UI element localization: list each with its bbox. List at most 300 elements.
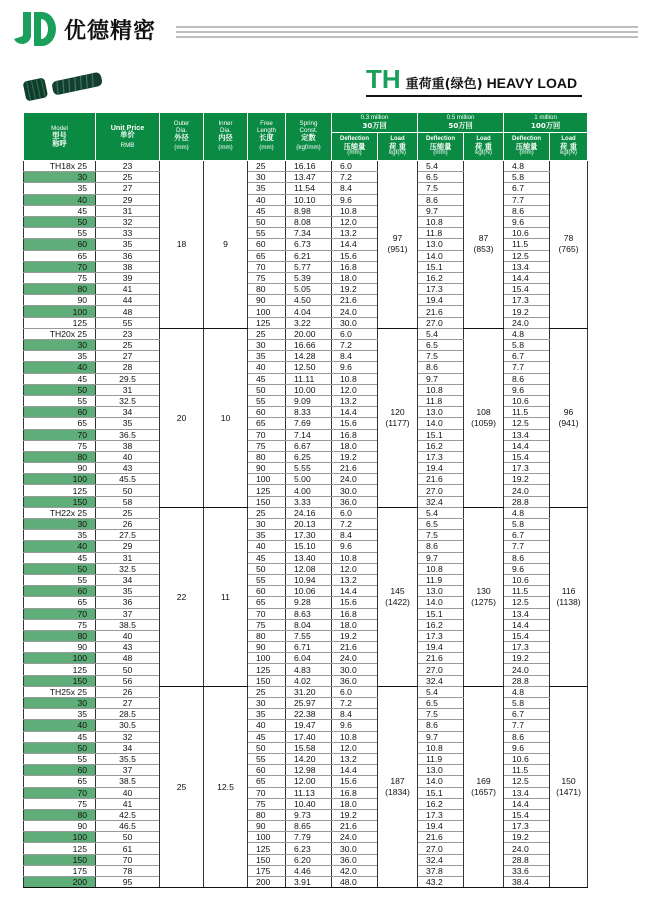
model-cell: 35 xyxy=(24,183,96,194)
deflection-cell: 7.5 xyxy=(418,709,464,720)
deflection-cell: 19.2 xyxy=(504,653,550,664)
load-kgf: 187 xyxy=(390,776,405,786)
deflection-cell: 17.3 xyxy=(504,463,550,474)
deflection-cell: 21.6 xyxy=(332,821,378,832)
deflection-cell: 10.6 xyxy=(504,574,550,585)
deflection-cell: 9.6 xyxy=(332,362,378,373)
col-outer-dia: Outer Dia. 外径 (mm) xyxy=(160,113,204,161)
table-row xyxy=(24,451,588,462)
free-length-cell: 70 xyxy=(248,608,286,619)
load-kgf: 78 xyxy=(563,233,574,244)
table-row xyxy=(24,340,588,351)
deflection-cell: 15.4 xyxy=(504,630,550,641)
model-cell: 70 xyxy=(24,608,96,619)
free-length-cell: 90 xyxy=(248,821,286,832)
deflection-cell: 19.2 xyxy=(504,474,550,485)
table-row xyxy=(24,362,588,373)
free-length-cell: 30 xyxy=(248,519,286,530)
unit-price-cell: 35 xyxy=(96,586,160,597)
model-cell: 70 xyxy=(24,787,96,798)
free-length-cell: 45 xyxy=(248,552,286,563)
load-newton: (1657) xyxy=(471,787,496,797)
deflection-cell: 5.4 xyxy=(418,161,464,172)
model-cell: 100 xyxy=(24,474,96,485)
model-cell: 30 xyxy=(24,519,96,530)
spring-const-cell: 4.04 xyxy=(286,306,332,317)
unit-price-cell: 23 xyxy=(96,161,160,172)
deflection-cell: 32.4 xyxy=(418,496,464,507)
header-rules xyxy=(176,26,638,40)
deflection-cell: 10.8 xyxy=(418,216,464,227)
load-cell xyxy=(550,686,588,887)
deflection-cell: 11.5 xyxy=(504,586,550,597)
spring-const-cell: 6.23 xyxy=(286,843,332,854)
spring-const-cell: 8.65 xyxy=(286,821,332,832)
spring-const-cell: 7.79 xyxy=(286,832,332,843)
model-cell: TH22x 25 xyxy=(24,507,96,518)
table-row xyxy=(24,720,588,731)
deflection-cell: 33.6 xyxy=(504,865,550,876)
free-length-cell: 100 xyxy=(248,832,286,843)
table-row xyxy=(24,854,588,865)
deflection-cell: 6.0 xyxy=(332,686,378,697)
col-deflection: Deflection 压缩量 (mm) xyxy=(504,133,550,161)
deflection-cell: 9.7 xyxy=(418,731,464,742)
deflection-cell: 9.6 xyxy=(504,563,550,574)
deflection-cell: 6.5 xyxy=(418,340,464,351)
deflection-cell: 14.0 xyxy=(418,250,464,261)
spring-const-cell: 6.73 xyxy=(286,239,332,250)
free-length-cell: 100 xyxy=(248,653,286,664)
unit-price-cell: 48 xyxy=(96,653,160,664)
deflection-cell: 16.8 xyxy=(332,261,378,272)
spring-const-cell: 6.25 xyxy=(286,451,332,462)
col-load: Load 荷 重 kgf(N) xyxy=(378,133,418,161)
free-length-cell: 60 xyxy=(248,239,286,250)
table-row xyxy=(24,809,588,820)
table-row xyxy=(24,194,588,205)
spring-const-cell: 8.98 xyxy=(286,205,332,216)
free-length-cell: 50 xyxy=(248,742,286,753)
deflection-cell: 15.4 xyxy=(504,451,550,462)
deflection-cell: 24.0 xyxy=(504,317,550,328)
deflection-cell: 9.6 xyxy=(332,194,378,205)
unit-price-cell: 29 xyxy=(96,541,160,552)
deflection-cell: 11.8 xyxy=(418,228,464,239)
title-cn: 重荷重(绿色) xyxy=(405,77,483,92)
load-cell xyxy=(550,507,588,686)
free-length-cell: 150 xyxy=(248,854,286,865)
deflection-cell: 11.8 xyxy=(418,395,464,406)
deflection-cell: 6.0 xyxy=(332,161,378,172)
table-row xyxy=(24,586,588,597)
model-cell: 30 xyxy=(24,172,96,183)
unit-price-cell: 31 xyxy=(96,205,160,216)
spring-const-cell: 6.04 xyxy=(286,653,332,664)
table-row xyxy=(24,530,588,541)
col-load: Load 荷 重 kgf(N) xyxy=(550,133,588,161)
free-length-cell: 125 xyxy=(248,485,286,496)
deflection-cell: 48.0 xyxy=(332,877,378,888)
spring-const-cell: 19.47 xyxy=(286,720,332,731)
deflection-cell: 21.6 xyxy=(418,474,464,485)
deflection-cell: 8.4 xyxy=(332,530,378,541)
free-length-cell: 30 xyxy=(248,340,286,351)
spring-const-cell: 5.39 xyxy=(286,272,332,283)
table-row xyxy=(24,865,588,876)
unit-price-cell: 38.5 xyxy=(96,619,160,630)
deflection-cell: 14.0 xyxy=(418,776,464,787)
unit-price-cell: 29.5 xyxy=(96,373,160,384)
deflection-cell: 13.2 xyxy=(332,753,378,764)
free-length-cell: 35 xyxy=(248,530,286,541)
deflection-cell: 15.1 xyxy=(418,429,464,440)
unit-price-cell: 41 xyxy=(96,798,160,809)
load-cell xyxy=(464,161,504,329)
free-length-cell: 70 xyxy=(248,429,286,440)
table-row xyxy=(24,832,588,843)
table-row xyxy=(24,664,588,675)
deflection-cell: 11.9 xyxy=(418,753,464,764)
unit-price-cell: 28.5 xyxy=(96,709,160,720)
model-cell: 70 xyxy=(24,261,96,272)
free-length-cell: 80 xyxy=(248,284,286,295)
jd-logo-icon xyxy=(14,12,56,46)
deflection-cell: 6.7 xyxy=(504,530,550,541)
table-row xyxy=(24,574,588,585)
load-kgf: 120 xyxy=(390,406,405,417)
model-cell: 90 xyxy=(24,821,96,832)
deflection-cell: 36.0 xyxy=(332,496,378,507)
deflection-cell: 14.4 xyxy=(504,272,550,283)
deflection-cell: 13.2 xyxy=(332,395,378,406)
deflection-cell: 27.0 xyxy=(418,843,464,854)
deflection-cell: 12.5 xyxy=(504,597,550,608)
deflection-cell: 12.5 xyxy=(504,776,550,787)
model-cell: 90 xyxy=(24,463,96,474)
free-length-cell: 90 xyxy=(248,463,286,474)
table-row xyxy=(24,731,588,742)
unit-price-cell: 26 xyxy=(96,519,160,530)
spring-const-cell: 12.98 xyxy=(286,765,332,776)
deflection-cell: 30.0 xyxy=(332,664,378,675)
unit-price-cell: 40 xyxy=(96,451,160,462)
col-group-03m: 0.3 million 30万回 xyxy=(332,113,418,133)
unit-price-cell: 37 xyxy=(96,608,160,619)
unit-price-cell: 38.5 xyxy=(96,776,160,787)
load-newton: (765) xyxy=(558,244,579,255)
table-row xyxy=(24,395,588,406)
deflection-cell: 27.0 xyxy=(418,317,464,328)
spring-const-cell: 13.40 xyxy=(286,552,332,563)
spring-const-cell: 11.13 xyxy=(286,787,332,798)
unit-price-cell: 23 xyxy=(96,328,160,339)
deflection-cell: 7.2 xyxy=(332,698,378,709)
unit-price-cell: 50 xyxy=(96,664,160,675)
unit-price-cell: 40 xyxy=(96,787,160,798)
spring-const-cell: 7.34 xyxy=(286,228,332,239)
unit-price-cell: 27 xyxy=(96,698,160,709)
deflection-cell: 13.0 xyxy=(418,765,464,776)
model-cell: 60 xyxy=(24,407,96,418)
spring-const-cell: 3.33 xyxy=(286,496,332,507)
model-cell: 80 xyxy=(24,630,96,641)
load-cell xyxy=(378,507,418,686)
spring-const-cell: 4.46 xyxy=(286,865,332,876)
table-row xyxy=(24,306,588,317)
deflection-cell: 30.0 xyxy=(332,317,378,328)
free-length-cell: 150 xyxy=(248,675,286,686)
free-length-cell: 125 xyxy=(248,317,286,328)
model-cell: 55 xyxy=(24,228,96,239)
col-deflection: Deflection 压缩量 (mm) xyxy=(418,133,464,161)
deflection-cell: 7.5 xyxy=(418,351,464,362)
deflection-cell: 16.2 xyxy=(418,440,464,451)
unit-price-cell: 36 xyxy=(96,250,160,261)
free-length-cell: 75 xyxy=(248,440,286,451)
deflection-cell: 8.6 xyxy=(418,194,464,205)
model-cell: 90 xyxy=(24,295,96,306)
deflection-cell: 7.7 xyxy=(504,194,550,205)
table-row xyxy=(24,463,588,474)
deflection-cell: 10.6 xyxy=(504,228,550,239)
deflection-cell: 14.0 xyxy=(418,597,464,608)
title-en: HEAVY LOAD xyxy=(486,75,578,91)
deflection-cell: 15.1 xyxy=(418,608,464,619)
free-length-cell: 55 xyxy=(248,228,286,239)
model-cell: 65 xyxy=(24,250,96,261)
table-row xyxy=(24,507,588,518)
deflection-cell: 8.4 xyxy=(332,183,378,194)
deflection-cell: 8.6 xyxy=(504,731,550,742)
model-cell: 80 xyxy=(24,809,96,820)
deflection-cell: 4.8 xyxy=(504,507,550,518)
deflection-cell: 19.2 xyxy=(332,284,378,295)
col-spring-const: Spring Const. 定数 (kgf/mm) xyxy=(286,113,332,161)
deflection-cell: 15.4 xyxy=(504,809,550,820)
spec-table xyxy=(23,112,588,888)
load-kgf: 130 xyxy=(476,585,491,596)
col-group-05m: 0.5 million 50万回 xyxy=(418,113,504,133)
load-cell xyxy=(550,328,588,507)
deflection-cell: 6.5 xyxy=(418,698,464,709)
model-cell: 125 xyxy=(24,843,96,854)
table-row xyxy=(24,407,588,418)
deflection-cell: 36.0 xyxy=(332,675,378,686)
model-cell: 150 xyxy=(24,675,96,686)
deflection-cell: 24.0 xyxy=(504,664,550,675)
load-newton: (1177) xyxy=(385,417,410,428)
unit-price-cell: 32.5 xyxy=(96,395,160,406)
deflection-cell: 17.3 xyxy=(418,630,464,641)
free-length-cell: 40 xyxy=(248,720,286,731)
table-row xyxy=(24,552,588,563)
spring-const-cell: 10.94 xyxy=(286,574,332,585)
table-row xyxy=(24,619,588,630)
deflection-cell: 5.8 xyxy=(504,698,550,709)
table-row xyxy=(24,843,588,854)
free-length-cell: 60 xyxy=(248,765,286,776)
unit-price-cell: 44 xyxy=(96,295,160,306)
spring-const-cell: 31.20 xyxy=(286,686,332,697)
deflection-cell: 16.8 xyxy=(332,429,378,440)
spring-const-cell: 15.10 xyxy=(286,541,332,552)
load-cell xyxy=(378,686,418,887)
deflection-cell: 11.9 xyxy=(418,574,464,585)
free-length-cell: 100 xyxy=(248,306,286,317)
spring-const-cell: 15.58 xyxy=(286,742,332,753)
spring-const-cell: 3.91 xyxy=(286,877,332,888)
spring-const-cell: 11.54 xyxy=(286,183,332,194)
free-length-cell: 55 xyxy=(248,574,286,585)
deflection-cell: 8.4 xyxy=(332,709,378,720)
unit-price-cell: 41 xyxy=(96,284,160,295)
col-load: Load 荷 重 kgf(N) xyxy=(464,133,504,161)
deflection-cell: 24.0 xyxy=(332,832,378,843)
model-cell: 125 xyxy=(24,317,96,328)
spring-const-cell: 7.55 xyxy=(286,630,332,641)
load-newton: (853) xyxy=(473,244,494,255)
load-newton: (951) xyxy=(387,244,408,255)
col-group-1m: 1 million 100万回 xyxy=(504,113,588,133)
deflection-cell: 28.8 xyxy=(504,675,550,686)
deflection-cell: 18.0 xyxy=(332,798,378,809)
deflection-cell: 14.4 xyxy=(332,765,378,776)
deflection-cell: 4.8 xyxy=(504,686,550,697)
deflection-cell: 15.4 xyxy=(504,284,550,295)
unit-price-cell: 40 xyxy=(96,630,160,641)
deflection-cell: 7.7 xyxy=(504,720,550,731)
deflection-cell: 16.8 xyxy=(332,787,378,798)
table-row xyxy=(24,474,588,485)
spring-const-cell: 10.10 xyxy=(286,194,332,205)
deflection-cell: 11.5 xyxy=(504,765,550,776)
deflection-cell: 30.0 xyxy=(332,485,378,496)
unit-price-cell: 58 xyxy=(96,496,160,507)
model-cell: 100 xyxy=(24,306,96,317)
deflection-cell: 10.8 xyxy=(332,731,378,742)
unit-price-cell: 26 xyxy=(96,686,160,697)
deflection-cell: 7.2 xyxy=(332,172,378,183)
unit-price-cell: 36.5 xyxy=(96,429,160,440)
spring-const-cell: 14.20 xyxy=(286,753,332,764)
deflection-cell: 13.4 xyxy=(504,261,550,272)
deflection-cell: 12.0 xyxy=(332,216,378,227)
model-cell: 75 xyxy=(24,798,96,809)
deflection-cell: 10.8 xyxy=(332,373,378,384)
free-length-cell: 90 xyxy=(248,642,286,653)
table-row xyxy=(24,630,588,641)
deflection-cell: 9.6 xyxy=(504,384,550,395)
brand-header xyxy=(14,10,156,48)
deflection-cell: 13.0 xyxy=(418,239,464,250)
model-cell: 50 xyxy=(24,742,96,753)
deflection-cell: 5.8 xyxy=(504,340,550,351)
spring-const-cell: 5.55 xyxy=(286,463,332,474)
spring-const-cell: 4.00 xyxy=(286,485,332,496)
model-cell: 35 xyxy=(24,530,96,541)
unit-price-cell: 25 xyxy=(96,172,160,183)
model-cell: 45 xyxy=(24,552,96,563)
spring-const-cell: 10.40 xyxy=(286,798,332,809)
inner-dia-cell: 9 xyxy=(204,161,248,329)
spring-const-cell: 3.22 xyxy=(286,317,332,328)
deflection-cell: 10.8 xyxy=(418,384,464,395)
unit-price-cell: 45.5 xyxy=(96,474,160,485)
free-length-cell: 25 xyxy=(248,507,286,518)
table-row xyxy=(24,250,588,261)
deflection-cell: 13.4 xyxy=(504,608,550,619)
table-row xyxy=(24,429,588,440)
page-title xyxy=(366,64,577,95)
deflection-cell: 13.4 xyxy=(504,429,550,440)
deflection-cell: 9.6 xyxy=(332,720,378,731)
unit-price-cell: 56 xyxy=(96,675,160,686)
free-length-cell: 55 xyxy=(248,753,286,764)
deflection-cell: 6.5 xyxy=(418,519,464,530)
deflection-cell: 10.8 xyxy=(418,563,464,574)
deflection-cell: 10.6 xyxy=(504,753,550,764)
deflection-cell: 16.2 xyxy=(418,798,464,809)
table-row xyxy=(24,205,588,216)
deflection-cell: 9.7 xyxy=(418,373,464,384)
unit-price-cell: 36 xyxy=(96,597,160,608)
table-row xyxy=(24,228,588,239)
table-row xyxy=(24,384,588,395)
free-length-cell: 40 xyxy=(248,541,286,552)
deflection-cell: 19.4 xyxy=(418,821,464,832)
col-deflection: Deflection 压缩量 (mm) xyxy=(332,133,378,161)
spring-const-cell: 12.50 xyxy=(286,362,332,373)
unit-price-cell: 38 xyxy=(96,261,160,272)
unit-price-cell: 31 xyxy=(96,552,160,563)
deflection-cell: 14.4 xyxy=(504,798,550,809)
model-cell: 175 xyxy=(24,865,96,876)
model-cell: 75 xyxy=(24,440,96,451)
free-length-cell: 80 xyxy=(248,451,286,462)
deflection-cell: 17.3 xyxy=(418,809,464,820)
unit-price-cell: 37 xyxy=(96,765,160,776)
deflection-cell: 9.6 xyxy=(332,541,378,552)
deflection-cell: 16.2 xyxy=(418,272,464,283)
model-cell: 125 xyxy=(24,664,96,675)
deflection-cell: 14.4 xyxy=(332,586,378,597)
table-row xyxy=(24,485,588,496)
table-row xyxy=(24,765,588,776)
table-row xyxy=(24,686,588,697)
deflection-cell: 18.0 xyxy=(332,619,378,630)
deflection-cell: 7.2 xyxy=(332,340,378,351)
free-length-cell: 80 xyxy=(248,809,286,820)
load-newton: (1138) xyxy=(556,596,581,607)
model-cell: 65 xyxy=(24,597,96,608)
table-row xyxy=(24,821,588,832)
load-kgf: 169 xyxy=(476,776,491,786)
deflection-cell: 28.8 xyxy=(504,854,550,865)
spring-const-cell: 12.00 xyxy=(286,776,332,787)
unit-price-cell: 38 xyxy=(96,440,160,451)
deflection-cell: 6.0 xyxy=(332,328,378,339)
table-row xyxy=(24,295,588,306)
spring-const-cell: 8.33 xyxy=(286,407,332,418)
model-cell: 100 xyxy=(24,832,96,843)
unit-price-cell: 27 xyxy=(96,351,160,362)
deflection-cell: 28.8 xyxy=(504,496,550,507)
load-newton: (1422) xyxy=(385,596,410,607)
model-cell: 80 xyxy=(24,451,96,462)
outer-dia-cell: 25 xyxy=(160,686,204,887)
table-row xyxy=(24,787,588,798)
